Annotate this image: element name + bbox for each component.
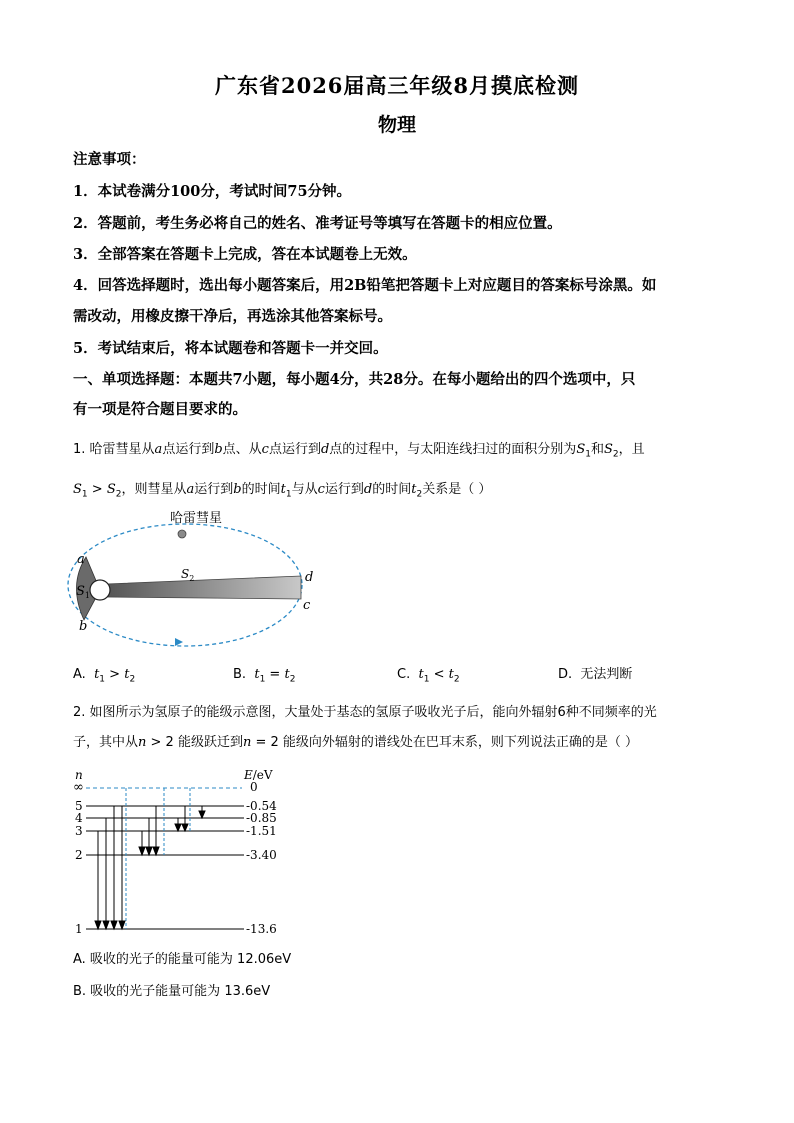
infinity-label: ∞ bbox=[73, 780, 84, 795]
sun bbox=[90, 580, 110, 600]
q1-option-c: C. $t_1 < t_2$ bbox=[397, 667, 460, 685]
infinity-energy: 0 bbox=[250, 780, 258, 794]
q2-stem-line1: 2. 如图所示为氢原子的能级示意图，大量处于基态的氢原子吸收光子后，能向外辐射6种不同频率的光 bbox=[73, 705, 657, 720]
transition-arrowhead bbox=[139, 847, 145, 855]
notice-item-4: 4．回答选择题时，选出每小题答案后，用2B铅笔把答题卡上对应题目的答案标号涂黑。如 bbox=[73, 277, 657, 294]
transition-arrowhead bbox=[199, 811, 205, 818]
transition-arrowhead bbox=[95, 921, 101, 929]
area-s2-label: $S_2$ bbox=[181, 567, 195, 583]
energy-axis-label: E/eV bbox=[244, 768, 273, 782]
q1-option-d: D. 无法判断 bbox=[558, 667, 633, 682]
notice-item-5: 5．考试结束后，将本试题卷和答题卡一并交回。 bbox=[73, 340, 388, 357]
level-5-n: 5 bbox=[75, 799, 83, 813]
q2-option-a: A. 吸收的光子的能量可能为 12.06eV bbox=[73, 952, 292, 967]
energy-level-diagram bbox=[68, 762, 298, 942]
level-4-n: 4 bbox=[75, 811, 83, 825]
q2-option-b: B. 吸收的光子能量可能为 13.6eV bbox=[73, 984, 271, 999]
level-1-energy: -13.6 bbox=[246, 922, 277, 936]
transition-arrowhead bbox=[111, 921, 117, 929]
level-1-n: 1 bbox=[75, 922, 83, 936]
section-heading: 一、单项选择题：本题共7小题，每小题4分，共28分。在每小题给出的四个选项中，只 bbox=[73, 371, 636, 388]
level-5-energy: -0.54 bbox=[246, 799, 277, 813]
comet-label: 哈雷彗星 bbox=[170, 511, 223, 526]
comet-icon bbox=[178, 530, 186, 538]
exam-subject: 物理 bbox=[377, 114, 416, 136]
notice-item-3: 3．全部答案在答题卡上完成，答在本试题卷上无效。 bbox=[73, 246, 417, 263]
level-3-n: 3 bbox=[75, 824, 83, 838]
notice-heading: 注意事项： bbox=[73, 151, 146, 168]
q2-stem-line2: 子，其中从n > 2 能级跃迁到n = 2 能级向外辐射的谱线处在巴耳末系，则下列说法正确的是（ ） bbox=[73, 735, 639, 750]
notice-item-2: 2．答题前，考生务必将自己的姓名、准考证号等填写在答题卡的相应位置。 bbox=[73, 215, 562, 232]
notice-item-1: 1．本试卷满分100分，考试时间75分钟。 bbox=[73, 183, 352, 200]
transition-arrowhead bbox=[146, 847, 152, 855]
level-3-energy: -1.51 bbox=[246, 824, 277, 838]
transition-arrowhead bbox=[119, 921, 125, 929]
q1-option-a: A. $t_1 > t_2$ bbox=[73, 667, 136, 685]
n-axis-label: n bbox=[75, 768, 83, 782]
orbit-direction-arrow bbox=[175, 638, 183, 646]
area-s1-label: $S_1$ bbox=[76, 584, 90, 600]
transition-arrowhead bbox=[103, 921, 109, 929]
point-d-label: d bbox=[305, 570, 314, 585]
transition-arrowhead bbox=[153, 847, 159, 855]
transition-arrowhead bbox=[175, 824, 181, 831]
point-a-label: a bbox=[77, 552, 85, 567]
section-heading-cont: 有一项是符合题目要求的。 bbox=[73, 401, 247, 418]
level-2-n: 2 bbox=[75, 848, 83, 862]
transition-arrowhead bbox=[182, 824, 188, 831]
area-s2 bbox=[106, 576, 301, 599]
level-2-energy: -3.40 bbox=[246, 848, 277, 862]
comet-orbit-figure bbox=[60, 505, 330, 655]
exam-title: 广东省2026届高三年级8月摸底检测 bbox=[214, 73, 580, 98]
level-4-energy: -0.85 bbox=[246, 811, 277, 825]
point-b-label: b bbox=[79, 619, 88, 634]
q1-stem-line2: $S_1 > S_2$，则彗星从a运行到b的时间$t_1$与从c运行到d的时间$t_2$关系是（ ） bbox=[73, 482, 492, 500]
q1-stem-line1: 1. 哈雷彗星从a点运行到b点、从c点运行到d点的过程中，与太阳连线扫过的面积分别为$S_1$和$S_2$，且 bbox=[73, 442, 645, 460]
q1-option-b: B. $t_1 = t_2$ bbox=[233, 667, 296, 685]
point-c-label: c bbox=[303, 598, 311, 613]
notice-item-4-cont: 需改动，用橡皮擦干净后，再选涂其他答案标号。 bbox=[73, 308, 392, 325]
